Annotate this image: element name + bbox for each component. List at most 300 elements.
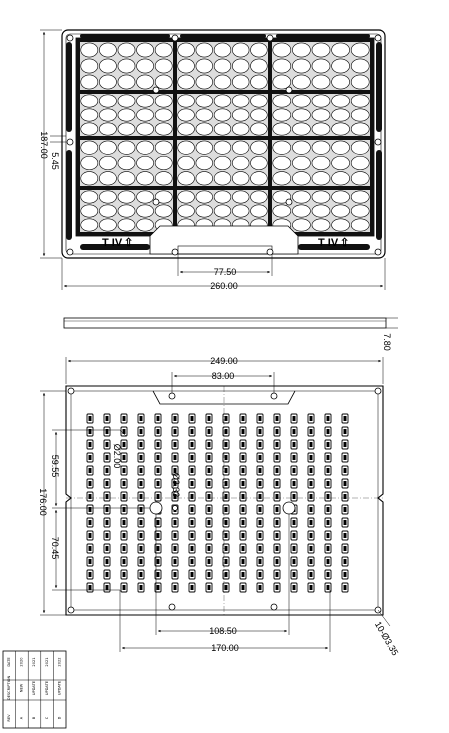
vent-slot-fill <box>89 546 92 551</box>
vent-slot-fill <box>242 416 245 421</box>
lens-oval <box>214 95 231 107</box>
vent-slot-fill <box>259 572 262 577</box>
lens-oval <box>178 191 195 203</box>
lens-oval <box>118 172 135 185</box>
lens-oval <box>137 95 154 107</box>
lens-oval <box>312 205 330 217</box>
vent-slot-fill <box>327 494 330 499</box>
vent-slot-fill <box>89 416 92 421</box>
vent-slot-fill <box>123 572 126 577</box>
vent-slot-fill <box>276 572 279 577</box>
vent-slot-fill <box>191 507 194 512</box>
lens-oval <box>81 123 98 135</box>
vent-slot-fill <box>157 429 160 434</box>
lens-oval <box>118 219 135 231</box>
lens-oval <box>251 75 268 89</box>
vent-slot-fill <box>89 494 92 499</box>
vent-slot-fill <box>276 429 279 434</box>
vent-slot-fill <box>344 507 347 512</box>
vent-slot-fill <box>276 559 279 564</box>
vent-slot-fill <box>242 468 245 473</box>
vent-slot-fill <box>106 416 109 421</box>
lens-oval <box>99 156 116 169</box>
lens-oval <box>99 123 116 135</box>
lens-oval <box>118 95 135 107</box>
vent-slot-fill <box>106 481 109 486</box>
lens-oval <box>196 75 213 89</box>
title-block-cell: DESCRIPTION <box>7 675 11 701</box>
lens-oval <box>137 109 154 121</box>
lens-oval <box>273 109 291 121</box>
vent-slot-fill <box>106 455 109 460</box>
lens-oval <box>99 109 116 121</box>
lens-oval <box>81 141 98 154</box>
vent-slot-fill <box>310 572 313 577</box>
vent-slot-fill <box>140 559 143 564</box>
vent-slot-fill <box>157 442 160 447</box>
lens-oval <box>99 141 116 154</box>
title-block-cell: NEW <box>19 683 24 693</box>
lens-oval <box>351 172 369 185</box>
vent-slot-fill <box>225 533 228 538</box>
lens-oval <box>81 219 98 231</box>
lens-oval <box>292 123 310 135</box>
lens-oval <box>292 141 310 154</box>
vent-slot-fill <box>123 520 126 525</box>
vent-slot-fill <box>140 416 143 421</box>
vent-slot-fill <box>344 481 347 486</box>
vent-slot-fill <box>123 533 126 538</box>
vent-slot-fill <box>293 468 296 473</box>
vent-slot-fill <box>123 559 126 564</box>
vent-slot-fill <box>225 416 228 421</box>
vent-slot-fill <box>276 481 279 486</box>
vent-slot-fill <box>259 559 262 564</box>
vent-slot-fill <box>276 416 279 421</box>
lens-oval <box>81 205 98 217</box>
vent-slot-fill <box>259 533 262 538</box>
dim-pitch-170: 170.00 <box>211 643 239 653</box>
vent-slot-fill <box>293 455 296 460</box>
vent-slot-fill <box>242 585 245 590</box>
vent-slot-fill <box>242 442 245 447</box>
dim-hole-dia-2: Ø2.00 <box>112 443 122 469</box>
vent-slot-fill <box>208 481 211 486</box>
lens-oval <box>196 123 213 135</box>
lens-oval <box>196 109 213 121</box>
vent-slot-fill <box>225 442 228 447</box>
vent-slot-fill <box>208 546 211 551</box>
lens-oval <box>196 141 213 154</box>
title-block-cell: REV <box>7 714 11 722</box>
lens-oval <box>137 59 154 73</box>
vent-slot-fill <box>242 429 245 434</box>
lens-oval <box>155 141 172 154</box>
vent-slot-fill <box>327 585 330 590</box>
lens-oval <box>232 205 249 217</box>
vent-slot-fill <box>174 455 177 460</box>
lens-oval <box>178 43 195 57</box>
vent-slot-fill <box>208 429 211 434</box>
lens-oval <box>99 191 116 203</box>
vent-slot-fill <box>123 494 126 499</box>
lens-oval <box>332 75 350 89</box>
vent-slot-fill <box>106 585 109 590</box>
lens-oval <box>232 156 249 169</box>
lens-oval <box>155 43 172 57</box>
dim-offset-5-45: 5.45 <box>50 152 60 170</box>
lens-oval <box>137 141 154 154</box>
vent-slot-fill <box>157 481 160 486</box>
lens-oval <box>312 59 330 73</box>
vent-slot-fill <box>225 507 228 512</box>
vent-slot-fill <box>242 520 245 525</box>
lens-oval <box>178 59 195 73</box>
lens-oval <box>81 95 98 107</box>
lens-oval <box>81 109 98 121</box>
lens-oval <box>312 109 330 121</box>
lens-oval <box>137 205 154 217</box>
lens-oval <box>251 59 268 73</box>
lens-oval <box>292 156 310 169</box>
vent-slot-fill <box>208 416 211 421</box>
vent-slot-fill <box>310 429 313 434</box>
vent-slot-fill <box>225 468 228 473</box>
vent-slot-fill <box>157 494 160 499</box>
vent-slot-fill <box>344 572 347 577</box>
vent-slot-fill <box>310 585 313 590</box>
lens-oval <box>214 59 231 73</box>
lens-oval <box>155 59 172 73</box>
dim-width-260: 260.00 <box>210 281 238 291</box>
vent-slot-fill <box>225 520 228 525</box>
vent-slot-fill <box>344 546 347 551</box>
lens-oval <box>137 43 154 57</box>
vent-slot-fill <box>89 442 92 447</box>
vent-slot-fill <box>174 533 177 538</box>
vent-slot-fill <box>174 585 177 590</box>
vent-slot-fill <box>157 533 160 538</box>
vent-slot-fill <box>106 572 109 577</box>
dim-notch-83: 83.00 <box>211 371 235 381</box>
vent-slot-fill <box>89 585 92 590</box>
vent-slot-fill <box>106 520 109 525</box>
vent-slot-fill <box>157 520 160 525</box>
vent-slot-fill <box>276 546 279 551</box>
lens-oval <box>251 205 268 217</box>
bottom-view <box>38 356 400 657</box>
lens-oval <box>214 205 231 217</box>
lens-oval <box>196 156 213 169</box>
lens-oval <box>351 191 369 203</box>
lens-oval <box>332 95 350 107</box>
lens-oval <box>81 191 98 203</box>
vent-slot-fill <box>123 481 126 486</box>
vent-slot-fill <box>225 481 228 486</box>
vent-slot-fill <box>140 520 143 525</box>
vent-slot-fill <box>89 520 92 525</box>
vent-slot-fill <box>310 559 313 564</box>
lens-oval <box>118 59 135 73</box>
lens-oval <box>251 156 268 169</box>
lens-oval <box>81 43 98 57</box>
marking-left: T IV <box>102 237 123 249</box>
lens-oval <box>155 172 172 185</box>
lens-oval <box>292 191 310 203</box>
vent-slot-fill <box>293 546 296 551</box>
lens-oval <box>351 156 369 169</box>
title-block-cell: 2021 <box>44 657 49 667</box>
title-block-cell: UPDATE <box>57 680 62 696</box>
vent-slot-fill <box>140 546 143 551</box>
lens-oval <box>351 219 369 231</box>
vent-slot-fill <box>344 455 347 460</box>
vent-slot-fill <box>123 468 126 473</box>
lens-oval <box>232 172 249 185</box>
vent-slot-fill <box>157 559 160 564</box>
vent-slot-fill <box>174 546 177 551</box>
vent-slot-fill <box>259 520 262 525</box>
lens-oval <box>251 109 268 121</box>
vent-slot-fill <box>140 468 143 473</box>
lens-oval <box>232 123 249 135</box>
lens-oval <box>196 43 213 57</box>
vent-slot-fill <box>310 494 313 499</box>
vent-slot-fill <box>140 585 143 590</box>
lens-oval <box>137 123 154 135</box>
vent-slot-fill <box>242 455 245 460</box>
lens-oval <box>351 59 369 73</box>
lens-oval <box>312 75 330 89</box>
lens-oval <box>251 172 268 185</box>
lens-oval <box>137 219 154 231</box>
vent-slot-fill <box>191 546 194 551</box>
lens-oval <box>81 75 98 89</box>
lens-oval <box>178 205 195 217</box>
vent-slot-fill <box>293 585 296 590</box>
vent-slot-fill <box>123 416 126 421</box>
vent-slot-fill <box>208 520 211 525</box>
lens-oval <box>178 156 195 169</box>
lens-oval <box>137 191 154 203</box>
title-block-cell: C <box>44 716 49 720</box>
lens-oval <box>332 123 350 135</box>
lens-oval <box>292 95 310 107</box>
vent-slot-fill <box>106 494 109 499</box>
lens-oval <box>312 172 330 185</box>
vent-slot-fill <box>293 520 296 525</box>
lens-oval <box>81 156 98 169</box>
dim-thickness-7-8: 7.80 <box>382 333 392 351</box>
lens-oval <box>178 141 195 154</box>
vent-slot-fill <box>293 559 296 564</box>
lens-oval <box>351 109 369 121</box>
lens-oval <box>312 156 330 169</box>
dim-slot-77-5: 77.50 <box>213 267 237 277</box>
vent-slot-fill <box>259 585 262 590</box>
lens-oval <box>351 141 369 154</box>
vent-slot-fill <box>344 559 347 564</box>
vent-slot-fill <box>344 416 347 421</box>
vent-slot-fill <box>259 416 262 421</box>
side-profile <box>64 318 386 328</box>
lens-oval <box>118 205 135 217</box>
vent-slot-fill <box>191 585 194 590</box>
lens-oval <box>351 75 369 89</box>
lens-oval <box>332 156 350 169</box>
vent-slot-fill <box>157 468 160 473</box>
vent-slot-fill <box>140 429 143 434</box>
vent-slot-fill <box>174 416 177 421</box>
lens-oval <box>351 95 369 107</box>
lens-oval <box>196 59 213 73</box>
vent-slot-fill <box>225 559 228 564</box>
vent-slot-fill <box>225 585 228 590</box>
vent-slot-fill <box>89 559 92 564</box>
lens-oval <box>351 205 369 217</box>
dim-height-176: 176.00 <box>38 488 48 516</box>
title-block-cell: UPDATE <box>32 680 37 696</box>
vent-slot-fill <box>242 559 245 564</box>
lens-oval <box>332 43 350 57</box>
vent-slot-fill <box>89 533 92 538</box>
vent-slot-fill <box>106 546 109 551</box>
vent-slot-fill <box>106 533 109 538</box>
vent-slot-fill <box>276 520 279 525</box>
lens-oval <box>178 123 195 135</box>
lens-oval <box>118 75 135 89</box>
lens-oval <box>251 141 268 154</box>
arrow-up-icon-right: ⇧ <box>340 237 350 249</box>
vent-slot-fill <box>123 546 126 551</box>
lens-oval <box>99 205 116 217</box>
lens-oval <box>81 172 98 185</box>
vent-slot-fill <box>225 546 228 551</box>
dim-v1-59-55: 59.55 <box>50 454 60 478</box>
lens-oval <box>137 156 154 169</box>
vent-slot-fill <box>259 455 262 460</box>
lens-oval <box>155 75 172 89</box>
vent-slot-fill <box>276 494 279 499</box>
vent-slot-fill <box>174 429 177 434</box>
dim-v2-70-45: 70.45 <box>50 536 60 560</box>
vent-slot-fill <box>276 507 279 512</box>
lens-oval <box>251 123 268 135</box>
lens-oval <box>273 156 291 169</box>
vent-slot-fill <box>191 494 194 499</box>
lens-oval <box>196 205 213 217</box>
title-block-cell: UPDATE <box>44 680 49 696</box>
bottom-notch <box>150 226 298 254</box>
vent-slot-fill <box>310 481 313 486</box>
lens-oval <box>99 172 116 185</box>
vent-slot-fill <box>310 442 313 447</box>
lens-oval <box>214 191 231 203</box>
lens-oval <box>178 75 195 89</box>
vent-slot-fill <box>327 546 330 551</box>
vent-slot-fill <box>327 481 330 486</box>
vent-slot-fill <box>310 507 313 512</box>
title-block-cell: 2022 <box>57 657 62 667</box>
vent-slot-fill <box>310 520 313 525</box>
vent-slot-fill <box>225 455 228 460</box>
lens-oval <box>99 219 116 231</box>
vent-slot-fill <box>191 520 194 525</box>
vent-slot-fill <box>327 442 330 447</box>
vent-slot-fill <box>191 468 194 473</box>
vent-slot-fill <box>327 455 330 460</box>
lens-oval <box>99 59 116 73</box>
vent-slot-fill <box>225 429 228 434</box>
lens-oval <box>332 191 350 203</box>
title-block-cell: DATE <box>7 657 11 667</box>
vent-slot-fill <box>344 520 347 525</box>
lens-oval <box>292 219 310 231</box>
lens-oval <box>292 43 310 57</box>
lens-oval <box>332 141 350 154</box>
lens-oval <box>332 59 350 73</box>
vent-slot-fill <box>344 585 347 590</box>
vent-slot-fill <box>191 533 194 538</box>
vent-slot-fill <box>310 533 313 538</box>
lens-oval <box>273 172 291 185</box>
vent-slot-fill <box>140 481 143 486</box>
lens-oval <box>273 205 291 217</box>
vent-slot-fill <box>327 533 330 538</box>
vent-slot-fill <box>174 442 177 447</box>
title-block-cell: B <box>32 716 37 720</box>
vent-slot-fill <box>276 585 279 590</box>
vent-slot-fill <box>259 507 262 512</box>
vent-slot-fill <box>225 494 228 499</box>
top-view <box>39 30 385 291</box>
vent-slot-fill <box>327 520 330 525</box>
lens-oval <box>273 95 291 107</box>
vent-slot-fill <box>259 442 262 447</box>
lens-oval <box>292 75 310 89</box>
vent-slot-fill <box>208 494 211 499</box>
vent-slot-fill <box>208 468 211 473</box>
vent-slot-fill <box>208 507 211 512</box>
vent-slot-fill <box>140 533 143 538</box>
lens-oval <box>351 43 369 57</box>
lens-oval <box>232 141 249 154</box>
vent-slot-fill <box>344 442 347 447</box>
vent-slot-fill <box>106 559 109 564</box>
vent-slot-fill <box>140 494 143 499</box>
vent-slot-fill <box>191 572 194 577</box>
lens-oval <box>312 123 330 135</box>
lens-oval <box>196 172 213 185</box>
dim-height-187: 187.00 <box>39 131 49 159</box>
dim-pitch-108-5: 108.50 <box>209 626 237 636</box>
lens-oval <box>332 219 350 231</box>
vent-slot-fill <box>191 442 194 447</box>
vent-slot-fill <box>208 572 211 577</box>
lens-oval <box>273 43 291 57</box>
vent-slot-fill <box>157 546 160 551</box>
lens-oval <box>273 141 291 154</box>
lens-oval <box>118 141 135 154</box>
vent-slot-fill <box>344 494 347 499</box>
lens-oval <box>232 59 249 73</box>
vent-slot-fill <box>327 559 330 564</box>
vent-slot-fill <box>293 442 296 447</box>
lens-oval <box>137 75 154 89</box>
vent-slot-fill <box>174 520 177 525</box>
lens-oval <box>99 75 116 89</box>
vent-slot-fill <box>242 507 245 512</box>
